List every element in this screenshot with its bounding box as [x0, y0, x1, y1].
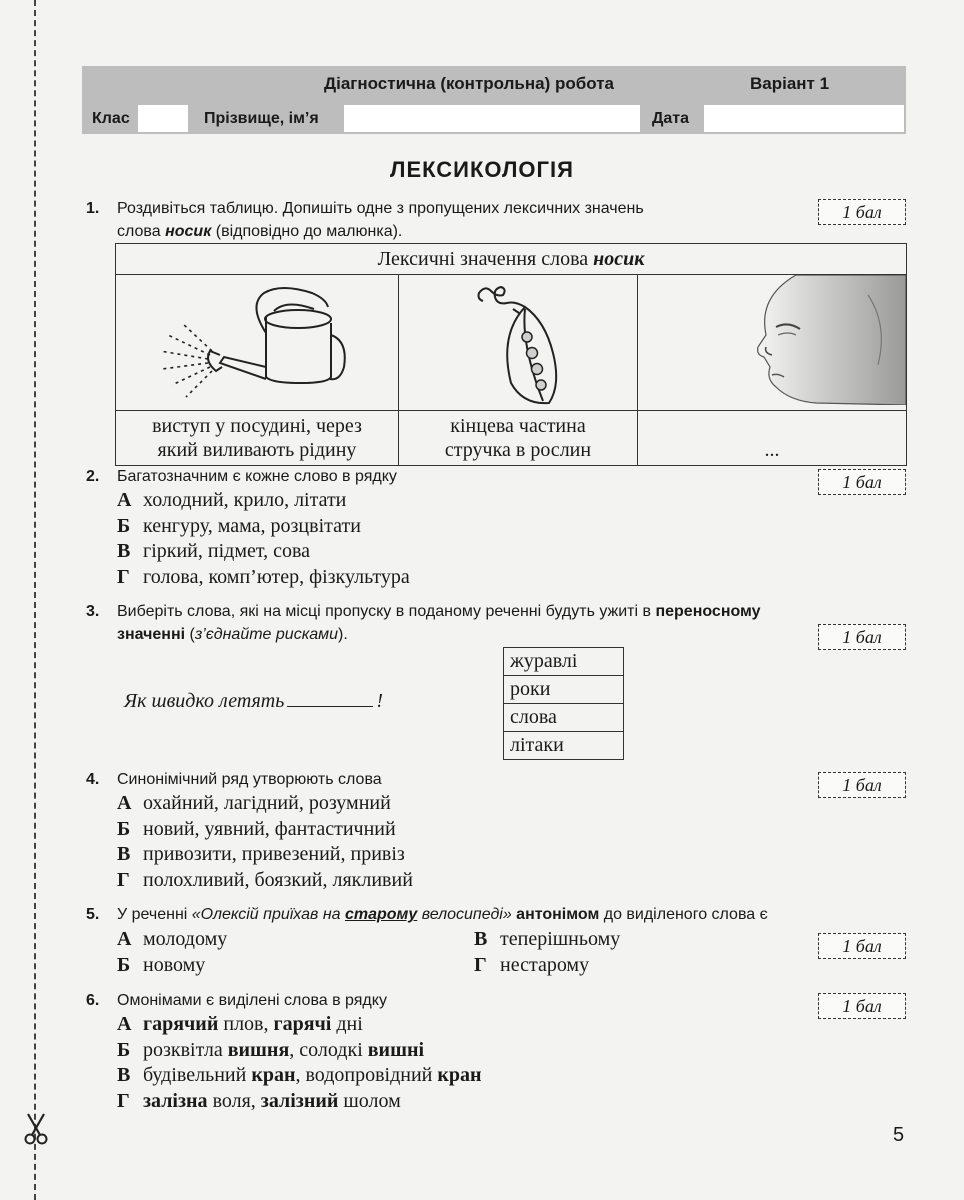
question-1-line-b: слова [117, 223, 166, 240]
word-choice[interactable]: журавлі [504, 648, 624, 676]
question-5-text [117, 903, 907, 926]
question-1-line-a: Роздивіться таблицю. Допишіть одне з пропущених лексичних значень [117, 200, 644, 217]
image-cell-1 [116, 275, 399, 411]
question-4-number: 4. [86, 771, 100, 788]
bold-word: кран [437, 1064, 482, 1086]
option-letter: Г [117, 565, 130, 588]
watering-can-icon [116, 275, 398, 405]
option-text: кенгуру, мама, розцвітати [143, 514, 361, 537]
plain-text: плов, [218, 1013, 274, 1035]
question-3-bold-a: переносному [655, 603, 761, 620]
option-text: новий, уявний, фантастичний [143, 817, 396, 840]
question-3-number: 3. [86, 603, 100, 620]
section-title: ЛЕКСИКОЛОГІЯ [390, 157, 574, 182]
option-d[interactable] [117, 868, 413, 894]
bold-word: залізна [143, 1089, 208, 1112]
option-a[interactable] [117, 927, 227, 953]
question-4-options [117, 791, 413, 893]
worksheet-title: Діагностична (контрольна) робота [324, 74, 614, 93]
question-6-number: 6. [86, 992, 100, 1009]
question-2-number: 2. [86, 468, 100, 485]
table-title [116, 244, 907, 275]
option-letter: А [117, 1013, 132, 1035]
meaning-3-ellipsis: ... [764, 439, 780, 461]
option-text: холодний, крило, літати [143, 489, 347, 511]
score-box: 1 бал [818, 993, 906, 1019]
option-letter: В [117, 1064, 131, 1086]
option-letter: В [117, 540, 131, 562]
option-b[interactable] [117, 1038, 482, 1064]
sentence-text: Як швидко летять [124, 690, 285, 712]
question-5-bold: антонімом [511, 906, 600, 923]
question-3-paren-close: ). [338, 626, 348, 643]
worksheet-header [82, 66, 906, 134]
meaning-cell-3-answer[interactable] [638, 411, 907, 466]
option-text: охайний, лагідний, розумний [143, 792, 391, 814]
option-letter: Б [117, 1038, 131, 1061]
plain-text: , солодкі [289, 1038, 368, 1061]
meaning-cell-1 [116, 411, 399, 466]
option-letter: Г [474, 953, 487, 976]
meaning-1-line-2: який виливають рідину [157, 439, 357, 461]
option-d[interactable] [117, 1089, 482, 1115]
plain-text: дні [331, 1013, 363, 1035]
option-letter: Г [117, 1089, 130, 1112]
option-letter: В [474, 928, 488, 950]
option-d[interactable] [474, 953, 620, 979]
bold-word: вишні [367, 1038, 425, 1061]
option-b[interactable] [117, 817, 413, 843]
bold-word: гарячі [273, 1013, 332, 1035]
question-5-number: 5. [86, 906, 100, 923]
option-text: голова, комп’ютер, фізкультура [143, 565, 410, 588]
option-text: гіркий, підмет, сова [143, 540, 311, 562]
option-c[interactable] [117, 842, 413, 868]
question-6-text: Омонімами є виділені слова в рядку [117, 992, 387, 1009]
question-4-text: Синонімічний ряд утворюють слова [117, 771, 382, 788]
option-text: молодому [143, 928, 228, 950]
question-1-number: 1. [86, 200, 100, 217]
question-1-keyword: носик [165, 223, 212, 240]
question-3-sentence [124, 690, 383, 713]
option-letter: Г [117, 868, 130, 891]
option-text: теперішньому [500, 928, 621, 950]
page-number: 5 [893, 1124, 905, 1146]
question-5-quote-b: велосипеді» [417, 906, 512, 923]
bold-word: гарячий [143, 1013, 219, 1035]
meaning-1-line-1: виступ у посудині, через [152, 415, 362, 437]
option-text: привозити, привезений, привіз [143, 843, 405, 865]
question-2-text: Багатозначним є кожне слово в рядку [117, 468, 397, 485]
sentence-end: ! [376, 690, 384, 712]
question-6-options [117, 1012, 482, 1114]
option-letter: А [117, 792, 132, 814]
question-5-end: до виділеного слова є [599, 906, 768, 923]
option-a[interactable] [117, 488, 410, 514]
question-3-text [117, 600, 907, 646]
class-field[interactable] [138, 105, 188, 132]
option-a[interactable] [117, 1012, 482, 1038]
name-field[interactable] [344, 105, 640, 132]
option-c[interactable] [117, 539, 410, 565]
option-letter: Б [117, 817, 131, 840]
option-b[interactable] [117, 514, 410, 540]
meaning-2-line-2: стручка в рослин [444, 439, 592, 461]
name-label: Прізвище, ім’я [204, 110, 319, 127]
bold-word: кран [251, 1064, 296, 1086]
bold-word: вишня [227, 1038, 290, 1061]
option-letter: В [117, 843, 131, 865]
pea-pod-icon [399, 275, 637, 405]
option-a[interactable] [117, 791, 413, 817]
bold-word: залізний [260, 1089, 339, 1112]
question-1-text [117, 197, 807, 243]
table-title-text: Лексичні значення слова [377, 247, 594, 270]
score-box: 1 бал [818, 933, 906, 959]
plain-text: шолом [338, 1089, 401, 1112]
plain-text: розквітла [143, 1038, 228, 1061]
plain-text: будівельний [143, 1064, 252, 1086]
option-c[interactable] [474, 927, 620, 953]
option-letter: А [117, 489, 132, 511]
score-box: 1 бал [818, 772, 906, 798]
scissors-icon [22, 1112, 50, 1146]
question-3-paren-open: ( [185, 626, 195, 643]
sentence-blank[interactable] [287, 692, 373, 707]
option-text: новому [143, 953, 206, 976]
class-label: Клас [92, 110, 130, 127]
question-5-highlighted-word: старому [344, 906, 418, 923]
option-b[interactable] [117, 953, 227, 979]
question-5-intro: У реченні [117, 906, 192, 923]
child-face-icon [638, 275, 906, 405]
meaning-2-line-1: кінцева частина [450, 415, 586, 437]
option-c[interactable] [117, 1063, 482, 1089]
meaning-cell-2 [399, 411, 638, 466]
score-box: 1 бал [818, 199, 906, 225]
plain-text: воля, [207, 1089, 261, 1112]
question-3-instruction: з’єднайте рисками [194, 626, 339, 643]
word-choice[interactable]: літаки [504, 732, 624, 760]
question-3-bold-b: значенні [117, 626, 186, 643]
date-field[interactable] [704, 105, 904, 132]
option-letter: А [117, 928, 132, 950]
option-letter: Б [117, 514, 131, 537]
option-text: нестарому [500, 953, 590, 976]
question-2-options [117, 488, 410, 590]
date-label: Дата [652, 110, 690, 127]
question-5-quote-a: «Олексій приїхав на [191, 906, 345, 923]
plain-text: , водопровідний [295, 1064, 438, 1086]
word-choice[interactable]: слова [504, 704, 624, 732]
word-choices [503, 647, 624, 760]
word-choice[interactable]: роки [504, 676, 624, 704]
table-title-word: носик [593, 247, 645, 270]
option-d[interactable] [117, 565, 410, 591]
question-3-line-a: Виберіть слова, які на місці пропуску в поданому реченні будуть ужиті в [117, 603, 656, 620]
image-cell-3 [638, 275, 907, 411]
lexical-meanings-table [115, 243, 907, 466]
question-5-options-left [117, 927, 227, 978]
score-box: 1 бал [818, 469, 906, 495]
image-cell-2 [399, 275, 638, 411]
variant-label: Варіант 1 [750, 74, 830, 93]
option-text: полохливий, боязкий, лякливий [143, 868, 413, 891]
score-box: 1 бал [818, 624, 906, 650]
option-letter: Б [117, 953, 131, 976]
question-5-options-right [474, 927, 620, 978]
question-1-line-b-end: (відповідно до малюнка). [211, 223, 403, 240]
